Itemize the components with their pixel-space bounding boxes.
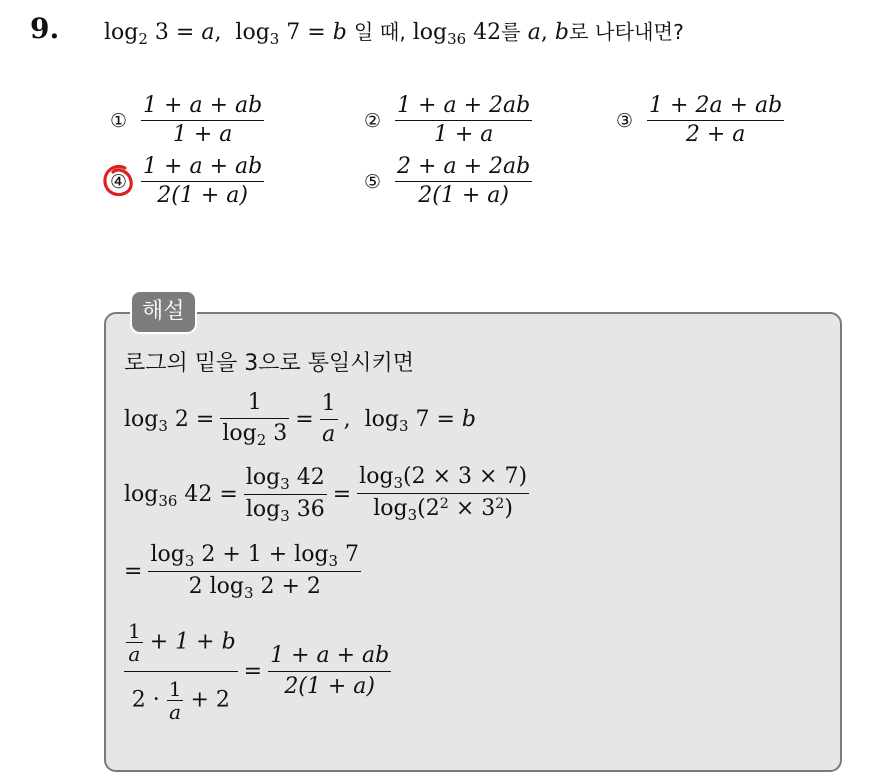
question-text-obj: 를 bbox=[501, 20, 521, 44]
fraction bbox=[124, 620, 238, 723]
fraction bbox=[395, 92, 532, 149]
question-text-with: 로 나타내면? bbox=[568, 20, 684, 44]
choice-3[interactable] bbox=[616, 92, 784, 149]
explanation-line-3: = $\frac{\log_3 2 + 1 + \log_3 7}{2 \log_3 2 + 2}$ bbox=[124, 542, 360, 603]
fraction-denominator: $\log_3(2^2 \times 3^2)$ bbox=[357, 493, 529, 526]
fraction bbox=[357, 462, 529, 526]
explanation-intro: 로그의 밑을 3으로 통일시키면 bbox=[124, 351, 415, 376]
choice-marker: ③ bbox=[616, 109, 634, 132]
fraction bbox=[647, 92, 784, 149]
fraction-numerator: $\log_3(2 \times 3 \times 7)$ bbox=[359, 464, 528, 493]
choice-marker: ② bbox=[364, 109, 382, 132]
fraction-denominator: 2 · $\frac{1}{a}$ + 2 bbox=[124, 671, 238, 723]
fraction bbox=[220, 388, 289, 450]
choice-2[interactable] bbox=[364, 92, 532, 149]
question-text-when: 일 때, bbox=[353, 20, 406, 44]
fraction bbox=[148, 540, 361, 603]
fraction-numerator: 1 + a + ab bbox=[270, 643, 390, 668]
fraction bbox=[268, 641, 391, 702]
log-arg: 42 bbox=[473, 20, 502, 45]
fraction-denominator: 1 + a bbox=[141, 120, 264, 149]
fraction-denominator: 2 + a bbox=[647, 120, 784, 149]
log-base: 36 bbox=[447, 30, 467, 49]
fraction bbox=[141, 153, 264, 210]
fraction-denominator: $\log_3 36$ bbox=[244, 494, 327, 526]
var-b: b bbox=[461, 406, 477, 432]
fraction bbox=[141, 92, 264, 149]
fraction-numerator: $\log_3 2 + 1 + \log_3 7$ bbox=[150, 542, 360, 571]
log-base: 2 bbox=[138, 30, 148, 49]
choice-5[interactable] bbox=[364, 153, 532, 210]
fraction-denominator: 2 $\log_3 2 + 2$ bbox=[148, 571, 361, 603]
fraction-numerator: 1 + 2a + ab bbox=[649, 93, 783, 118]
fraction-numerator: 1 bbox=[247, 390, 262, 415]
fraction-denominator: 2(1 + a) bbox=[268, 671, 391, 702]
question-text: $\log_2 3 = a$, $\log_3 7 = b$ 일 때, $\log_{36} 42$를 a, b로 나타내면? bbox=[104, 20, 684, 49]
fraction-numerator: 1 + a + ab bbox=[143, 93, 263, 118]
var-a: a bbox=[201, 20, 215, 45]
fraction-numerator: 1 + a + ab bbox=[143, 154, 263, 179]
fraction-denominator: 2(1 + a) bbox=[395, 181, 532, 210]
fraction-denominator: 2(1 + a) bbox=[141, 181, 264, 210]
log-base: 3 bbox=[269, 30, 280, 49]
log-arg: 3 bbox=[154, 20, 169, 45]
question-number: 9. bbox=[30, 12, 60, 45]
explanation-line-4: $\frac{1}{a}$ + 1 + b 2 · $\frac{1}{a}$ + 2 = $\frac{1 + a + ab}{2(1 + a)}$ bbox=[124, 620, 391, 723]
choice-marker: ④ bbox=[110, 170, 128, 193]
fraction bbox=[395, 153, 532, 210]
fraction-denominator: a bbox=[320, 419, 338, 450]
fraction-numerator: 1 bbox=[321, 390, 336, 416]
var-a: a bbox=[527, 20, 541, 45]
answer-circle-mark bbox=[101, 163, 135, 199]
explanation-line-2: $\log_{36} 42$ = $\frac{\log_3 42}{\log_3 36}$ = $\frac{\log_3(2 \times 3 \times 7)}{\log_3(2^2 \times 3^2)}$ bbox=[124, 464, 528, 525]
fraction-denominator: 1 + a bbox=[395, 120, 532, 149]
explanation-line-1: $\log_3 2$ = $\frac{1}{\log_2 3}$ = $\frac{1}{a}$ , $\log_3 7 = b$ bbox=[124, 390, 477, 450]
fraction-numerator: 1 + a + 2ab bbox=[397, 93, 531, 118]
fraction bbox=[244, 463, 327, 526]
fraction-numerator: $\frac{1}{a}$ + 1 + b bbox=[128, 619, 236, 666]
fraction-numerator: 2 + a + 2ab bbox=[397, 154, 531, 179]
choice-marker: ① bbox=[110, 109, 128, 132]
log-arg: 7 bbox=[286, 20, 301, 45]
explanation-tag: 해설 bbox=[130, 290, 197, 334]
fraction-numerator: $\log_3 42$ bbox=[245, 464, 325, 493]
fraction bbox=[320, 389, 338, 450]
fraction-denominator: $\log_2 3$ bbox=[220, 418, 289, 450]
var-b: b bbox=[554, 20, 569, 45]
var-b: b bbox=[332, 20, 347, 45]
choice-marker: ⑤ bbox=[364, 170, 382, 193]
choice-1[interactable] bbox=[110, 92, 264, 149]
